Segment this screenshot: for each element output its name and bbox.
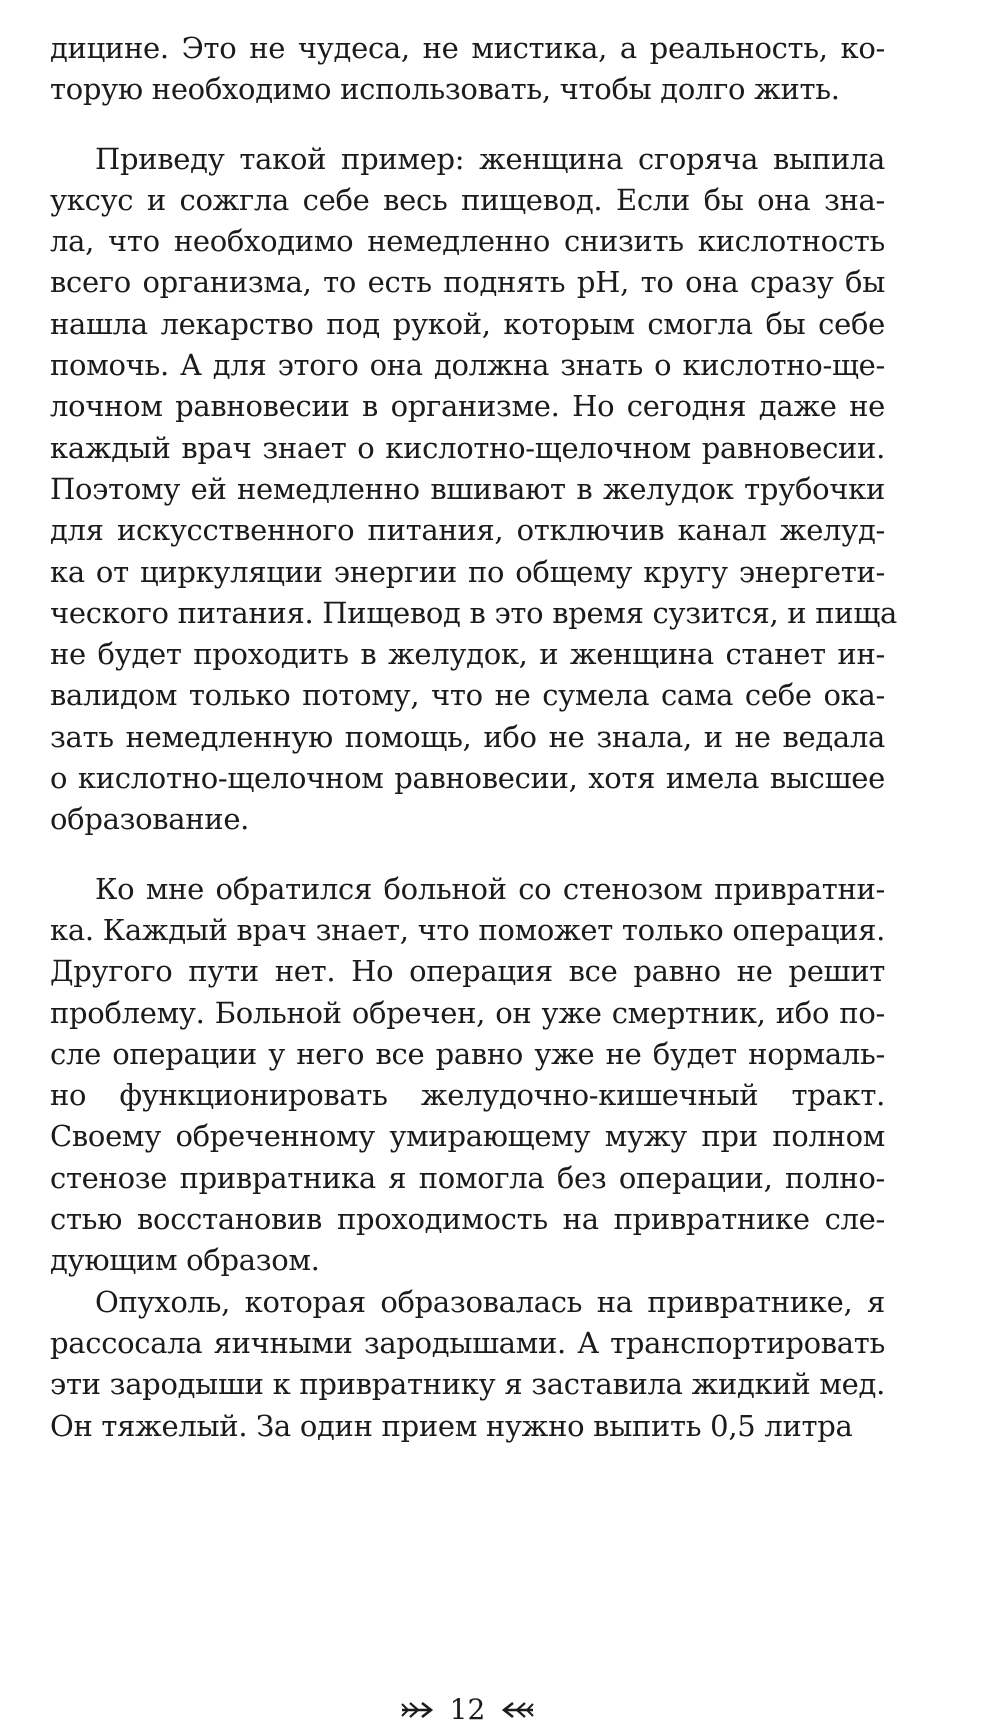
paragraph: [50, 1282, 885, 1447]
text-line: зать немедленную помощь, ибо не знала, и не ведала: [50, 719, 885, 754]
text-line: сле операции у него все равно уже не будет нормаль-: [50, 1036, 885, 1071]
page-footer: [50, 1693, 885, 1726]
text-line: каждый врач знает о кислотно-щелочном равновесии.: [50, 430, 885, 465]
text-line: эти зародыши к привратнику я заставила жидкий мед.: [50, 1367, 885, 1402]
arrow-left-ornament-icon: [501, 1699, 535, 1721]
text-line: ка. Каждый врач знает, что поможет только операция.: [50, 912, 885, 947]
text-line: Он тяжелый. За один прием нужно выпить 0,5 литра: [50, 1408, 853, 1443]
text-body: [50, 28, 897, 1447]
text-line: рассосала яичными зародышами. А транспортировать: [50, 1325, 885, 1360]
text-line: ка от циркуляции энергии по общему кругу энергети-: [50, 554, 885, 589]
text-line: нашла лекарство под рукой, которым смогла бы себе: [50, 306, 885, 341]
text-line: стью восстановив проходимость на привратнике сле-: [50, 1202, 885, 1237]
text-line: Поэтому ей немедленно вшивают в желудок трубочки: [50, 471, 885, 506]
text-line: но функционировать желудочно-кишечный тракт.: [50, 1078, 885, 1113]
paragraph: [50, 139, 897, 841]
text-line: торую необходимо использовать, чтобы долго жить.: [50, 72, 840, 107]
text-line: Опухоль, которая образовалась на привратнике, я: [95, 1284, 885, 1319]
text-line: помочь. А для этого она должна знать о кислотно-ще-: [50, 348, 885, 383]
text-line: всего организма, то есть поднять pH, то она сразу бы: [50, 265, 885, 300]
text-line: не будет проходить в желудок, и женщина станет ин-: [50, 637, 885, 672]
text-line: валидом только потому, что не сумела сама себе ока-: [50, 678, 885, 713]
text-line: лочном равновесии в организме. Но сегодня даже не: [50, 389, 885, 424]
text-line: стенозе привратника я помогла без операции, полно-: [50, 1160, 885, 1195]
page-number: 12: [449, 1693, 486, 1726]
paragraph: [50, 869, 885, 1282]
arrow-right-ornament-icon: [400, 1699, 434, 1721]
paragraph: [50, 28, 885, 111]
text-line: ческого питания. Пищевод в это время сузится, и пища: [50, 595, 897, 630]
text-line: для искусственного питания, отключив канал желуд-: [50, 513, 885, 548]
text-line: проблему. Больной обречен, он уже смертник, ибо по-: [50, 995, 885, 1030]
book-page: [50, 28, 897, 1726]
text-line: дующим образом.: [50, 1243, 320, 1278]
text-line: Приведу такой пример: женщина сгоряча выпила: [95, 141, 885, 176]
text-line: дицине. Это не чудеса, не мистика, а реальность, ко-: [50, 31, 885, 65]
text-line: Ко мне обратился больной со стенозом привратни-: [95, 871, 885, 906]
text-line: уксус и сожгла себе весь пищевод. Если бы она зна-: [50, 182, 885, 217]
text-line: ла, что необходимо немедленно снизить кислотность: [50, 224, 885, 259]
text-line: Другого пути нет. Но операция все равно не решит: [50, 954, 885, 989]
text-line: Своему обреченному умирающему мужу при полном: [50, 1119, 885, 1154]
text-line: образование.: [50, 802, 250, 837]
text-line: о кислотно-щелочном равновесии, хотя имела высшее: [50, 761, 885, 796]
